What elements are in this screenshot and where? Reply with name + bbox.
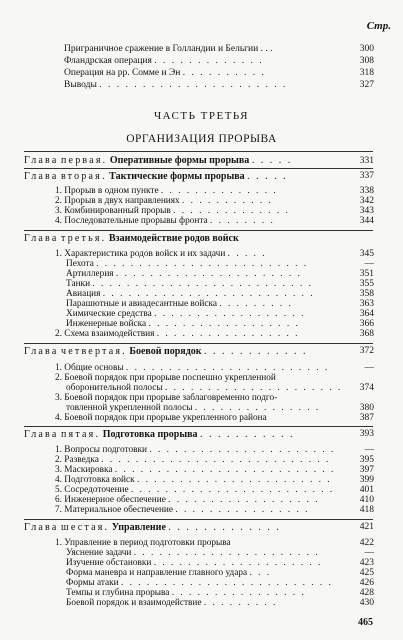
toc-page-number: 387 bbox=[359, 413, 374, 423]
toc-page-number: 318 bbox=[359, 68, 374, 78]
toc-page-number: — bbox=[364, 363, 374, 373]
toc-entry-continued: товленной укрепленной полосы . . . . . . . . . . . . . . . bbox=[66, 403, 321, 413]
toc-page-number: 425 bbox=[359, 568, 374, 578]
toc-entry: 2. Разведка . . . . . . . . . . . . . . . . . . . . . . . . . . . bbox=[55, 455, 331, 465]
toc-page-number: 401 bbox=[359, 485, 374, 495]
section-title: ОРГАНИЗАЦИЯ ПРОРЫВА bbox=[126, 133, 277, 145]
divider bbox=[24, 519, 373, 520]
toc-entry: Темпы и глубина прорыва . . . . . . . . . . . . . . . . bbox=[66, 588, 306, 598]
toc-entry: 2. Схема взаимодействия . . . . . . . . . . . . . . . . . bbox=[55, 329, 300, 339]
toc-page-number: 300 bbox=[359, 44, 374, 54]
chapter-heading: Глава первая. Оперативные формы прорыва . . . . . bbox=[24, 155, 293, 166]
toc-entry: Пехота . . . . . . . . . . . . . . . . . . . . . . . . . bbox=[66, 259, 309, 269]
toc-page-number: 342 bbox=[359, 196, 374, 206]
divider bbox=[24, 151, 373, 152]
toc-entry: 2. Боевой порядок при прорыве поспешно укрепленной bbox=[55, 373, 276, 383]
chapter-heading: Глава третья. Взаимодействие родов войск bbox=[24, 233, 239, 244]
toc-entry: 4. Последовательные прорывы фронта . . . . . . . . bbox=[55, 216, 275, 226]
toc-entry: 1. Вопросы подготовки . . . . . . . . . . . . . . . . . . . . . . bbox=[55, 445, 336, 455]
toc-entry: Выводы . . . . . . . . . . . . . . . . . . . . . . bbox=[64, 80, 288, 90]
toc-page-number: 366 bbox=[359, 319, 374, 329]
toc-page-number: 430 bbox=[359, 598, 374, 608]
toc-page-number: 397 bbox=[359, 465, 374, 475]
toc-page-number: 428 bbox=[359, 588, 374, 598]
toc-page-number: 343 bbox=[359, 206, 374, 216]
toc-page-number: 345 bbox=[359, 249, 374, 259]
chapter-heading: Глава шестая. Управление . . . . . . . . . . . . . bbox=[24, 522, 281, 533]
toc-entry: Артиллерия . . . . . . . . . . . . . . . . . . . . . . bbox=[66, 269, 302, 279]
toc-page-number: — bbox=[364, 445, 374, 455]
toc-entry: 1. Общие основы . . . . . . . . . . . . . . . . . . . . . . . . bbox=[55, 363, 330, 373]
toc-entry: 1. Характеристика родов войск и их задачи . . . . . bbox=[55, 249, 267, 259]
page-number: 465 bbox=[358, 617, 373, 628]
chapter-heading: Глава четвертая. Боевой порядок . . . . . . . . . . . . bbox=[24, 346, 308, 357]
toc-entry: 3. Комбинированный прорыв . . . . . . . . . . . . . . bbox=[55, 206, 290, 216]
toc-page-number: 395 bbox=[359, 455, 374, 465]
part-title: ЧАСТЬ ТРЕТЬЯ bbox=[153, 110, 249, 122]
chapter-page-number: 421 bbox=[359, 522, 374, 532]
toc-entry: 2. Прорыв в двух направлениях . . . . . . . . . . . bbox=[55, 196, 273, 206]
divider bbox=[24, 168, 373, 169]
chapter-page-number: 372 bbox=[359, 346, 374, 356]
toc-page-number: 351 bbox=[359, 269, 374, 279]
toc-entry: Фландрская операция . . . . . . . . . . . . . bbox=[64, 56, 264, 66]
toc-entry: 6. Инженерное обеспечение . . . . . . . . . . . . . . . . . . bbox=[55, 495, 320, 505]
chapter-heading: Глава пятая. Подготовка прорыва . . . . . . . . . . . bbox=[24, 429, 295, 440]
toc-entry: 1. Управление в период подготовки прорыва bbox=[55, 538, 231, 548]
toc-entry: Боевой порядок и взаимодействие . . . . . . . . . bbox=[66, 598, 278, 608]
divider bbox=[24, 230, 373, 231]
toc-entry: Парашютные и авиадесантные войска . . . . . . . . . bbox=[66, 299, 293, 309]
toc-entry: Форма маневра и направление главного удара . . . bbox=[66, 568, 272, 578]
chapter-page-number: 331 bbox=[359, 156, 374, 166]
toc-page-number: 374 bbox=[359, 383, 374, 393]
toc-entry: Формы атаки . . . . . . . . . . . . . . . . . . . . . . . . . bbox=[66, 578, 333, 588]
toc-page-number: 363 bbox=[359, 299, 374, 309]
toc-page-number: 327 bbox=[359, 80, 374, 90]
toc-page-number: 364 bbox=[359, 309, 374, 319]
toc-entry: 3. Боевой порядок при прорыве заблаговременно подго- bbox=[55, 393, 278, 403]
toc-page-number: 410 bbox=[359, 495, 374, 505]
toc-page-number: — bbox=[364, 259, 374, 269]
page-column-header: Стр. bbox=[366, 20, 391, 32]
toc-page-number: 380 bbox=[359, 403, 374, 413]
toc-entry: Танки . . . . . . . . . . . . . . . . . . . . . . . . . . bbox=[66, 279, 313, 289]
toc-entry: Авиация . . . . . . . . . . . . . . . . . . . . . . . . . bbox=[66, 289, 315, 299]
toc-entry: 5. Сосредоточение . . . . . . . . . . . . . . . . . . . . . . . . bbox=[55, 485, 335, 495]
toc-entry: Инженерные войска . . . . . . . . . . . . . . . . . . bbox=[66, 319, 300, 329]
toc-page-number: 344 bbox=[359, 216, 374, 226]
toc-entry: 3. Маскировка . . . . . . . . . . . . . . . . . . . . . . . . . . bbox=[55, 465, 336, 475]
toc-entry: Уяснение задачи . . . . . . . . . . . . . . . . . . . . . . bbox=[66, 548, 320, 558]
toc-page-number: — bbox=[364, 548, 374, 558]
toc-page-number: 308 bbox=[359, 56, 374, 66]
toc-entry: Операция на рр. Сомме и Эн . . . . . . . . . . bbox=[64, 68, 266, 78]
toc-entry: 1. Прорыв в одном пункте . . . . . . . . . . . . . . bbox=[55, 186, 278, 196]
toc-page-number: 358 bbox=[359, 289, 374, 299]
toc-page-number: 423 bbox=[359, 558, 374, 568]
toc-entry-continued: оборонительной полосы . . . . . . . . . . . . . . . . . . . . . bbox=[66, 383, 343, 393]
toc-page-number: 338 bbox=[359, 186, 374, 196]
toc-page-number: 422 bbox=[359, 538, 374, 548]
toc-page-number: 355 bbox=[359, 279, 374, 289]
toc-page-number: 418 bbox=[359, 505, 374, 515]
toc-entry: 7. Материальное обеспечение . . . . . . . . . . . . . . . . bbox=[55, 505, 310, 515]
toc-entry: Изучение обстановки . . . . . . . . . . . . . . . . . . . . bbox=[66, 558, 323, 568]
toc-entry: 4. Боевой порядок при прорыве укрепленного района bbox=[55, 413, 267, 423]
toc-page-number: 368 bbox=[359, 329, 374, 339]
chapter-heading: Глава вторая. Тактические формы прорыва . . . . . bbox=[24, 171, 288, 182]
toc-entry: Приграничное сражение в Голландии и Бельгии . . . bbox=[64, 44, 273, 54]
toc-entry: Химические средства . . . . . . . . . . . . . . . . . . bbox=[66, 309, 306, 319]
toc-page-number: 399 bbox=[359, 475, 374, 485]
chapter-page-number: 393 bbox=[359, 429, 374, 439]
toc-page-number: 426 bbox=[359, 578, 374, 588]
toc-entry: 4. Подготовка войск . . . . . . . . . . . . . . . . . . . . . . . bbox=[55, 475, 332, 485]
chapter-page-number: 337 bbox=[359, 171, 374, 181]
divider bbox=[24, 426, 373, 427]
divider bbox=[24, 343, 373, 344]
